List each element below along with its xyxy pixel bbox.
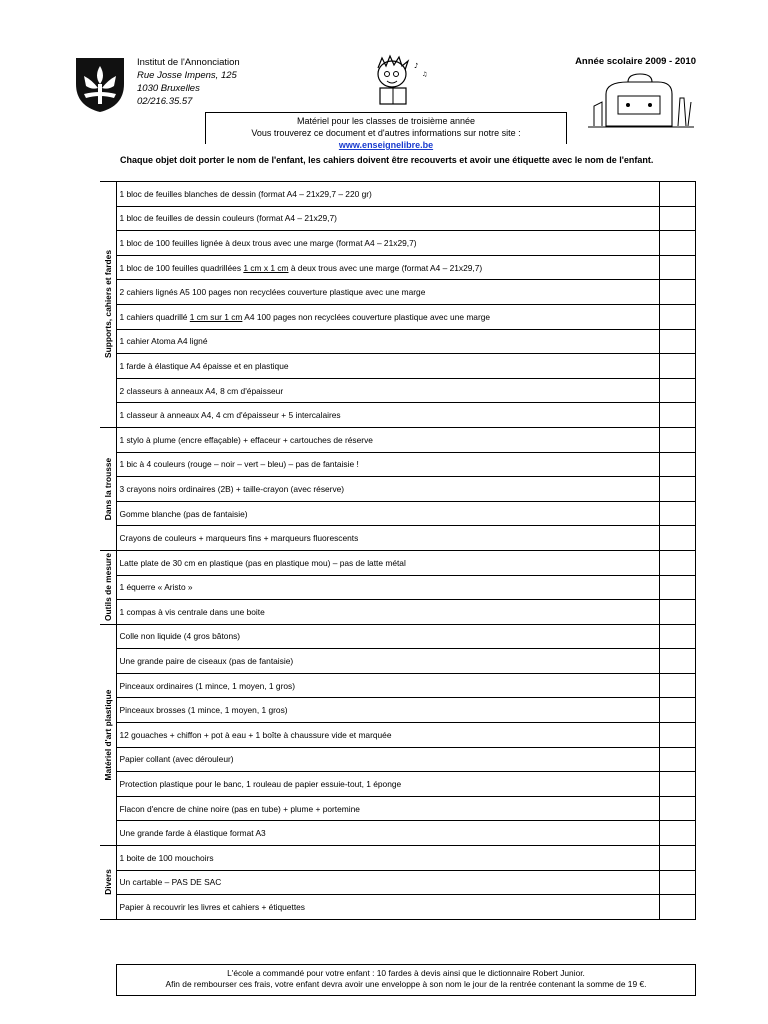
checkbox-cell[interactable] bbox=[660, 378, 696, 403]
supply-row bbox=[100, 354, 696, 379]
supply-row bbox=[100, 747, 696, 772]
document-title: Matériel pour les classes de troisième année bbox=[296, 116, 476, 126]
supply-item: Gomme blanche (pas de fantaisie) bbox=[116, 501, 660, 526]
website-prefix: Vous trouverez ce document et d'autres informations sur notre site : bbox=[251, 128, 521, 138]
checkbox-cell[interactable] bbox=[660, 477, 696, 502]
supply-item: 1 farde à élastique A4 épaisse et en plastique bbox=[116, 354, 660, 379]
checkbox-cell[interactable] bbox=[660, 624, 696, 649]
supply-row bbox=[100, 821, 696, 846]
category-cell bbox=[100, 427, 116, 550]
category-label: Supports, cahiers et fardes bbox=[102, 250, 113, 359]
checkbox-cell[interactable] bbox=[660, 427, 696, 452]
supply-row bbox=[100, 550, 696, 575]
checkbox-cell[interactable] bbox=[660, 870, 696, 895]
supply-item: 1 stylo à plume (encre effaçable) + effaceur + cartouches de réserve bbox=[116, 427, 660, 452]
supply-row bbox=[100, 477, 696, 502]
checkbox-cell[interactable] bbox=[660, 723, 696, 748]
category-label: Outils de mesure bbox=[102, 553, 113, 622]
supply-list-table bbox=[100, 181, 696, 920]
address-line1: Rue Josse Impens, 125 bbox=[137, 70, 237, 81]
boy-reading-illustration bbox=[362, 52, 434, 108]
supply-row bbox=[100, 673, 696, 698]
checkbox-cell[interactable] bbox=[660, 698, 696, 723]
website-note bbox=[206, 127, 566, 151]
supply-row bbox=[100, 206, 696, 231]
category-label: Matériel d'art plastique bbox=[102, 689, 113, 781]
checkbox-cell[interactable] bbox=[660, 747, 696, 772]
checkbox-cell[interactable] bbox=[660, 452, 696, 477]
school-info bbox=[137, 56, 240, 108]
supply-item: Latte plate de 30 cm en plastique (pas en plastique mou) – pas de latte métal bbox=[116, 550, 660, 575]
supply-row bbox=[100, 575, 696, 600]
supply-item: 1 cahiers quadrillé 1 cm sur 1 cm A4 100 pages non recyclées couverture plastique avec une marge bbox=[116, 304, 660, 329]
checkbox-cell[interactable] bbox=[660, 673, 696, 698]
supply-row bbox=[100, 182, 696, 207]
supply-item: 3 crayons noirs ordinaires (2B) + taille-crayon (avec réserve) bbox=[116, 477, 660, 502]
footer-line1: L'école a commandé pour votre enfant : 10 fardes à devis ainsi que le dictionnaire Robert Junior. bbox=[227, 968, 585, 978]
instructions: Chaque objet doit porter le nom de l'enfant, les cahiers doivent être recouverts et avoir une étiquette avec le nom de l'enfant. bbox=[120, 155, 654, 165]
document-title-box bbox=[205, 112, 567, 150]
school-year: Année scolaire 2009 - 2010 bbox=[575, 56, 696, 67]
supply-item: Une grande farde à élastique format A3 bbox=[116, 821, 660, 846]
supply-item: Colle non liquide (4 gros bâtons) bbox=[116, 624, 660, 649]
address-line2: 1030 Bruxelles bbox=[137, 83, 200, 94]
supply-item: Pinceaux ordinaires (1 mince, 1 moyen, 1 gros) bbox=[116, 673, 660, 698]
checkbox-cell[interactable] bbox=[660, 526, 696, 551]
category-cell bbox=[100, 624, 116, 845]
supply-item: 1 bloc de feuilles de dessin couleurs (format A4 – 21x29,7) bbox=[116, 206, 660, 231]
supply-row bbox=[100, 649, 696, 674]
supply-item: Papier collant (avec dérouleur) bbox=[116, 747, 660, 772]
supply-row bbox=[100, 526, 696, 551]
supply-item: Pinceaux brosses (1 mince, 1 moyen, 1 gros) bbox=[116, 698, 660, 723]
checkbox-cell[interactable] bbox=[660, 600, 696, 625]
supply-item: 1 bloc de feuilles blanches de dessin (format A4 – 21x29,7 – 220 gr) bbox=[116, 182, 660, 207]
supply-row bbox=[100, 501, 696, 526]
supply-row bbox=[100, 304, 696, 329]
checkbox-cell[interactable] bbox=[660, 846, 696, 871]
supply-row bbox=[100, 255, 696, 280]
supply-row bbox=[100, 796, 696, 821]
underlined-measure: 1 cm x 1 cm bbox=[243, 262, 289, 273]
supply-row bbox=[100, 452, 696, 477]
checkbox-cell[interactable] bbox=[660, 575, 696, 600]
website-link[interactable]: www.enseignelibre.be bbox=[338, 140, 434, 150]
supply-row bbox=[100, 403, 696, 428]
checkbox-cell[interactable] bbox=[660, 304, 696, 329]
checkbox-cell[interactable] bbox=[660, 550, 696, 575]
checkbox-cell[interactable] bbox=[660, 206, 696, 231]
supply-row bbox=[100, 378, 696, 403]
checkbox-cell[interactable] bbox=[660, 649, 696, 674]
checkbox-cell[interactable] bbox=[660, 280, 696, 305]
checkbox-cell[interactable] bbox=[660, 231, 696, 256]
footer-note bbox=[116, 964, 696, 996]
supply-item: 1 équerre « Aristo » bbox=[116, 575, 660, 600]
underlined-measure: 1 cm sur 1 cm bbox=[189, 311, 243, 322]
supply-row bbox=[100, 772, 696, 797]
supply-row bbox=[100, 231, 696, 256]
supply-item: 2 classeurs à anneaux A4, 8 cm d'épaisseur bbox=[116, 378, 660, 403]
category-cell bbox=[100, 846, 116, 920]
supply-item: Crayons de couleurs + marqueurs fins + marqueurs fluorescents bbox=[116, 526, 660, 551]
category-label: Dans la trousse bbox=[102, 457, 113, 521]
category-label: Divers bbox=[102, 869, 113, 896]
supply-row bbox=[100, 895, 696, 920]
category-cell bbox=[100, 182, 116, 428]
supply-row bbox=[100, 723, 696, 748]
supply-row bbox=[100, 846, 696, 871]
supply-item: Un cartable – PAS DE SAC bbox=[116, 870, 660, 895]
supply-row bbox=[100, 427, 696, 452]
supply-item: 1 cahier Atoma A4 ligné bbox=[116, 329, 660, 354]
category-cell bbox=[100, 550, 116, 624]
school-bag-illustration bbox=[588, 72, 694, 130]
supply-row bbox=[100, 600, 696, 625]
checkbox-cell[interactable] bbox=[660, 821, 696, 846]
supply-item: Protection plastique pour le banc, 1 rouleau de papier essuie-tout, 1 éponge bbox=[116, 772, 660, 797]
school-name: Institut de l'Annonciation bbox=[137, 57, 240, 68]
supply-item: 1 bic à 4 couleurs (rouge – noir – vert – bleu) – pas de fantaisie ! bbox=[116, 452, 660, 477]
checkbox-cell[interactable] bbox=[660, 796, 696, 821]
checkbox-cell[interactable] bbox=[660, 501, 696, 526]
school-crest-logo bbox=[74, 54, 126, 114]
supply-item: Une grande paire de ciseaux (pas de fantaisie) bbox=[116, 649, 660, 674]
svg-text:♫: ♫ bbox=[422, 71, 428, 78]
checkbox-cell[interactable] bbox=[660, 895, 696, 920]
supply-item: 1 compas à vis centrale dans une boite bbox=[116, 600, 660, 625]
supply-item: 1 bloc de 100 feuilles quadrillées 1 cm x 1 cm à deux trous avec une marge (format A4 – 21x29,7) bbox=[116, 255, 660, 280]
supply-item: Papier à recouvrir les livres et cahiers + étiquettes bbox=[116, 895, 660, 920]
checkbox-cell[interactable] bbox=[660, 772, 696, 797]
supply-item: 1 classeur à anneaux A4, 4 cm d'épaisseur + 5 intercalaires bbox=[116, 403, 660, 428]
svg-text:♪: ♪ bbox=[414, 62, 419, 70]
supply-item: 1 boite de 100 mouchoirs bbox=[116, 846, 660, 871]
checkbox-cell[interactable] bbox=[660, 354, 696, 379]
checkbox-cell[interactable] bbox=[660, 329, 696, 354]
checkbox-cell[interactable] bbox=[660, 255, 696, 280]
supply-row bbox=[100, 624, 696, 649]
phone-number: 02/216.35.57 bbox=[137, 96, 193, 107]
supply-row bbox=[100, 870, 696, 895]
supply-item: 2 cahiers lignés A5 100 pages non recyclées couverture plastique avec une marge bbox=[116, 280, 660, 305]
footer-line2: Afin de rembourser ces frais, votre enfant devra avoir une enveloppe à son nom le jour de la rentrée contenant la somme de 19 €. bbox=[165, 979, 647, 989]
supply-row bbox=[100, 329, 696, 354]
supply-row bbox=[100, 698, 696, 723]
supply-item: 12 gouaches + chiffon + pot à eau + 1 boîte à chaussure vide et marquée bbox=[116, 723, 660, 748]
supply-item: 1 bloc de 100 feuilles lignée à deux trous avec une marge (format A4 – 21x29,7) bbox=[116, 231, 660, 256]
supply-item: Flacon d'encre de chine noire (pas en tube) + plume + portemine bbox=[116, 796, 660, 821]
checkbox-cell[interactable] bbox=[660, 403, 696, 428]
checkbox-cell[interactable] bbox=[660, 182, 696, 207]
supply-row bbox=[100, 280, 696, 305]
